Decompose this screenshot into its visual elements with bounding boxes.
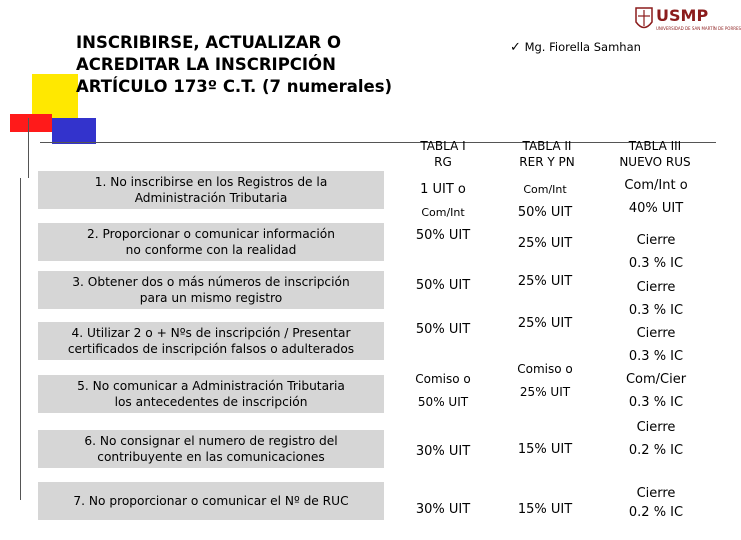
row-7-tabla-1-a: 30% UIT: [415, 502, 471, 517]
row-1-label-line1: 1. No inscribirse en los Registros de la: [94, 175, 328, 189]
row-1-tabla-1-a: 1 UIT o: [420, 182, 466, 197]
row-1-tabla-2-a: Com/Int: [523, 183, 567, 196]
row-4-tabla-3-a: Cierre: [636, 326, 676, 341]
row-1-tabla-2-b: 50% UIT: [517, 205, 573, 220]
row-label-6: [38, 430, 384, 468]
title-line-1: INSCRIBIRSE, ACTUALIZAR O: [76, 33, 342, 52]
row-1-label-line2: Administración Tributaria: [134, 191, 288, 205]
row-3-tabla-3-b: 0.3 % IC: [628, 303, 684, 318]
header-tabla-3-line1: TABLA III: [628, 139, 682, 153]
row-3-tabla-2: [500, 270, 590, 293]
row-2-tabla-2-a: 25% UIT: [517, 236, 573, 251]
checkmark-icon: ✓: [510, 40, 521, 55]
row-6-tabla-1-a: 30% UIT: [415, 444, 471, 459]
row-5-tabla-1-a: Comiso o: [415, 372, 471, 386]
row-2-tabla-3: [608, 229, 704, 275]
row-4-tabla-3: [608, 322, 704, 368]
row-label-4: [38, 322, 384, 360]
row-7-tabla-2-a: 15% UIT: [517, 502, 573, 517]
row-5-tabla-1-b: 50% UIT: [417, 395, 469, 409]
deco-red-square: [10, 114, 52, 132]
header-tabla-1: [410, 138, 476, 170]
row-3-tabla-2-a: 25% UIT: [517, 274, 573, 289]
row-1-tabla-3: [608, 174, 704, 220]
row-6-tabla-3-b: 0.2 % IC: [628, 443, 684, 458]
deco-yellow-square: [32, 74, 78, 118]
row-6-tabla-2-a: 15% UIT: [517, 442, 573, 457]
logo-name: USMP: [656, 6, 709, 25]
row-3-tabla-3: [608, 276, 704, 322]
row-4-label-line2: certificados de inscripción falsos o adulterados: [67, 342, 355, 356]
university-logo: [632, 4, 741, 38]
row-7-label-line1: 7. No proporcionar o comunicar el Nº de RUC: [73, 494, 349, 508]
row-7-tabla-3-b: 0.2 % IC: [628, 505, 684, 520]
row-5-tabla-1: [400, 368, 486, 414]
tree-vertical-line: [20, 178, 21, 500]
row-6-tabla-3-a: Cierre: [636, 420, 676, 435]
header-tabla-1-line1: TABLA I: [420, 139, 466, 153]
row-4-tabla-1: [400, 318, 486, 341]
row-2-tabla-3-a: Cierre: [636, 233, 676, 248]
row-5-tabla-3-a: Com/Cier: [625, 372, 687, 387]
row-6-tabla-2: [500, 438, 590, 461]
deco-vertical-line: [28, 118, 29, 178]
row-6-tabla-3: [608, 416, 704, 462]
header-tabla-3-line2: NUEVO RUS: [619, 155, 691, 169]
row-label-2: [38, 223, 384, 261]
row-7-tabla-3-a: Cierre: [636, 486, 676, 501]
row-6-label-line1: 6. No consignar el numero de registro del: [84, 434, 338, 448]
header-tabla-2-line1: TABLA II: [522, 139, 572, 153]
row-1-tabla-2: [500, 178, 590, 224]
title-line-3: ARTÍCULO 173º C.T. (7 numerales): [76, 77, 393, 96]
row-label-1: [38, 171, 384, 209]
row-2-tabla-1-a: 50% UIT: [415, 228, 471, 243]
row-5-label-line2: los antecedentes de inscripción: [114, 395, 308, 409]
row-1-tabla-1-b: Com/Int: [421, 206, 465, 219]
header-tabla-2-line2: RER Y PN: [519, 155, 575, 169]
presenter: [510, 40, 641, 55]
crest-icon: [634, 6, 654, 34]
row-3-label-line2: para un mismo registro: [139, 291, 283, 305]
row-5-tabla-2-a: Comiso o: [517, 362, 573, 376]
row-5-tabla-2-b: 25% UIT: [519, 385, 571, 399]
row-3-tabla-1: [400, 274, 486, 297]
row-7-tabla-1: [400, 498, 486, 521]
header-tabla-3: [612, 138, 698, 170]
row-2-tabla-3-b: 0.3 % IC: [628, 256, 684, 271]
row-5-tabla-3-b: 0.3 % IC: [628, 395, 684, 410]
row-3-label-line1: 3. Obtener dos o más números de inscripción: [72, 275, 350, 289]
row-1-tabla-3-b: 40% UIT: [628, 201, 684, 216]
row-4-tabla-2: [500, 312, 590, 335]
header-tabla-2: [504, 138, 590, 170]
row-1-tabla-3-a: Com/Int o: [624, 178, 688, 193]
row-6-label-line2: contribuyente en las comunicaciones: [97, 450, 325, 464]
row-4-tabla-2-a: 25% UIT: [517, 316, 573, 331]
header-tabla-1-line2: RG: [434, 155, 452, 169]
row-2-label-line2: no conforme con la realidad: [125, 243, 297, 257]
row-2-tabla-2: [500, 232, 590, 255]
row-5-label-line1: 5. No comunicar a Administración Tributaria: [77, 379, 345, 393]
row-2-tabla-1: [400, 224, 486, 247]
row-3-tabla-3-a: Cierre: [636, 280, 676, 295]
page-title: [76, 32, 392, 98]
row-7-tabla-3: [608, 484, 704, 522]
row-6-tabla-1: [400, 440, 486, 463]
presenter-name: Mg. Fiorella Samhan: [524, 40, 641, 54]
row-4-tabla-1-a: 50% UIT: [415, 322, 471, 337]
row-5-tabla-2: [500, 358, 590, 404]
row-1-tabla-1: [400, 178, 486, 224]
row-7-tabla-2: [500, 498, 590, 521]
row-4-label-line1: 4. Utilizar 2 o + Nºs de inscripción / Presentar: [71, 326, 351, 340]
row-3-tabla-1-a: 50% UIT: [415, 278, 471, 293]
logo-subtitle: UNIVERSIDAD DE SAN MARTÍN DE PORRES: [656, 26, 741, 31]
row-label-3: [38, 271, 384, 309]
title-line-2: ACREDITAR LA INSCRIPCIÓN: [76, 55, 336, 74]
row-5-tabla-3: [608, 368, 704, 414]
row-4-tabla-3-b: 0.3 % IC: [628, 349, 684, 364]
row-label-5: [38, 375, 384, 413]
deco-blue-square: [52, 118, 96, 144]
row-label-7: [38, 482, 384, 520]
row-2-label-line1: 2. Proporcionar o comunicar información: [87, 227, 335, 241]
